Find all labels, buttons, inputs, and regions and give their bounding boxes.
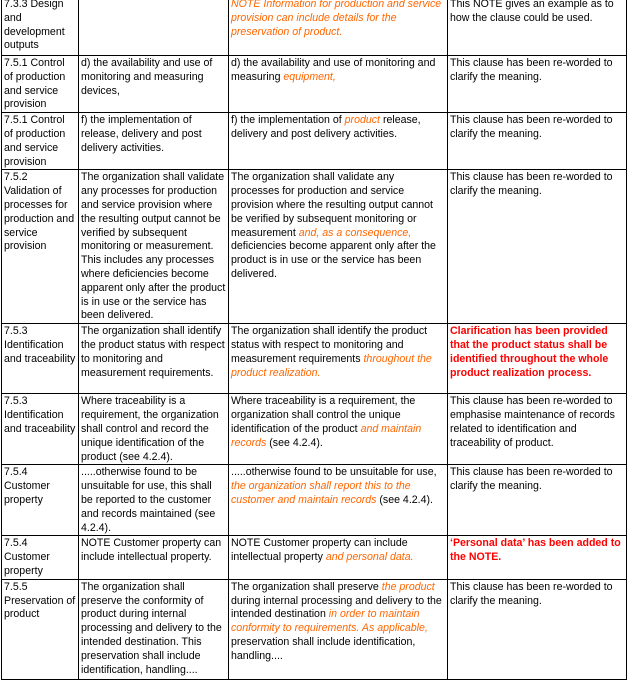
amended-text: the product [381, 580, 435, 593]
text-segment: release, delivery and post delivery activities. [231, 114, 421, 140]
highlight-text: ‘Personal data’ has been added to the NOTE. [450, 537, 621, 564]
comment-cell [448, 0, 627, 56]
new-text-cell [229, 579, 448, 679]
new-text-cell [229, 394, 448, 465]
comment-cell [448, 113, 627, 170]
table-row [2, 324, 627, 394]
text-segment: f) the implementation of [231, 114, 345, 127]
text-segment: This clause has been re-worded to clarify the meaning. [450, 466, 613, 493]
old-text-cell [79, 0, 229, 56]
text-segment: d) the availability and use of monitoring and measuring [231, 57, 436, 83]
comment-cell [448, 536, 627, 579]
text-segment: deficiencies become apparent only after the product is in use or the service has been delivered. [231, 240, 436, 280]
amended-text: equipment, [283, 70, 336, 83]
amended-text: NOTE Information for production and service provision can include details for the preservation of product. [231, 0, 442, 38]
text-segment: This clause has been re-worded to clarify the meaning. [450, 114, 613, 140]
amended-text: the organization shall report this to the customer and maintain records [231, 480, 411, 506]
new-text-cell [229, 465, 448, 536]
text-segment: This clause has been re-worded to emphasise maintenance of records related to identification and traceability of product. [450, 395, 615, 449]
amended-text: product [344, 114, 383, 127]
text-segment: (see 4.2.4). [266, 436, 323, 449]
old-text-cell: NOTE Customer property can include intellectual property. [79, 536, 229, 579]
old-text-cell: The organization shall preserve the conformity of product during internal processing and delivery to the intended destination. This preservation shall include identification, handling.... [79, 579, 229, 679]
table-row [2, 536, 627, 579]
comparison-table [1, 0, 627, 680]
amended-text: in order to maintain conformity to requirements. As applicable, [231, 608, 428, 635]
table-row [2, 0, 627, 56]
new-text-cell [229, 170, 448, 324]
table-row [2, 56, 627, 113]
table-row [2, 465, 627, 536]
new-text-cell [229, 56, 448, 113]
amended-text: and personal data. [325, 551, 414, 564]
new-text-cell [229, 536, 448, 579]
new-text-cell [229, 324, 448, 394]
clause-cell: 7.5.4 Customer property [2, 465, 79, 536]
clause-cell: 7.5.3 Identification and traceability [2, 324, 79, 394]
text-segment: The organization shall identify the product status with respect to monitoring and measurement requirements [231, 325, 428, 365]
table-row [2, 113, 627, 170]
text-segment: NOTE Customer property can include intellectual property [231, 537, 408, 564]
old-text-cell: d) the availability and use of monitoring and measuring devices, [79, 56, 229, 113]
old-text-cell: Where traceability is a requirement, the organization shall control and record the unique identification of the product (see 4.2.4). [79, 394, 229, 465]
amended-text: throughout the product realization. [231, 352, 432, 379]
table-body [2, 0, 627, 679]
old-text-cell: f) the implementation of release, delivery and post delivery activities. [79, 113, 229, 170]
text-segment: The organization shall validate any processes for production and service provision where the resulting output cannot be verified by subsequent monitoring or measurement [231, 171, 433, 239]
clause-cell: 7.5.1 Control of production and service provision [2, 56, 79, 113]
clause-cell: 7.3.3 Design and development outputs [2, 0, 79, 56]
clause-cell: 7.5.1 Control of production and service provision [2, 113, 79, 170]
clause-cell: 7.5.5 Preservation of product [2, 579, 79, 679]
highlight-text: Clarification has been provided that the product status shall be identified throughout the whole product realization process. [450, 325, 609, 379]
text-segment: during internal processing and delivery to the intended destination [231, 594, 442, 621]
comment-cell [448, 579, 627, 679]
text-segment: This clause has been re-worded to clarify the meaning. [450, 171, 613, 198]
text-segment: The organization shall preserve [231, 580, 382, 593]
old-text-cell: .....otherwise found to be unsuitable for use, this shall be reported to the customer and records maintained (see 4.2.4). [79, 465, 229, 536]
new-text-cell [229, 0, 448, 56]
comment-cell [448, 324, 627, 394]
comment-cell [448, 56, 627, 113]
text-segment: preservation shall include identification, handling.... [231, 635, 416, 662]
table-row [2, 394, 627, 465]
clause-cell: 7.5.2 Validation of processes for production and service provision [2, 170, 79, 324]
text-segment: (see 4.2.4). [376, 493, 433, 506]
clause-cell: 7.5.3 Identification and traceability [2, 394, 79, 465]
text-segment: This clause has been re-worded to clarify the meaning. [450, 57, 613, 83]
amended-text: and maintain records [231, 422, 422, 449]
comment-cell [448, 465, 627, 536]
table-row [2, 579, 627, 679]
text-segment: Where traceability is a requirement, the organization shall control the unique identification of the product [231, 395, 416, 435]
old-text-cell: The organization shall identify the product status with respect to monitoring and measurement requirements. [79, 324, 229, 394]
clause-cell: 7.5.4 Customer property [2, 536, 79, 579]
table-row [2, 170, 627, 324]
comment-cell [448, 170, 627, 324]
text-segment: This NOTE gives an example as to how the clause could be used. [450, 0, 614, 24]
text-segment: .....otherwise found to be unsuitable for use, [231, 466, 437, 479]
text-segment: This clause has been re-worded to clarify the meaning. [450, 580, 613, 607]
new-text-cell [229, 113, 448, 170]
old-text-cell: The organization shall validate any processes for production and service provision where the resulting output cannot be verified by subsequent monitoring or measurement. This includes any processes where deficiencies become apparent only after the product is in use or the service has been delivered. [79, 170, 229, 324]
comment-cell [448, 394, 627, 465]
amended-text: and, as a consequence, [298, 226, 412, 239]
